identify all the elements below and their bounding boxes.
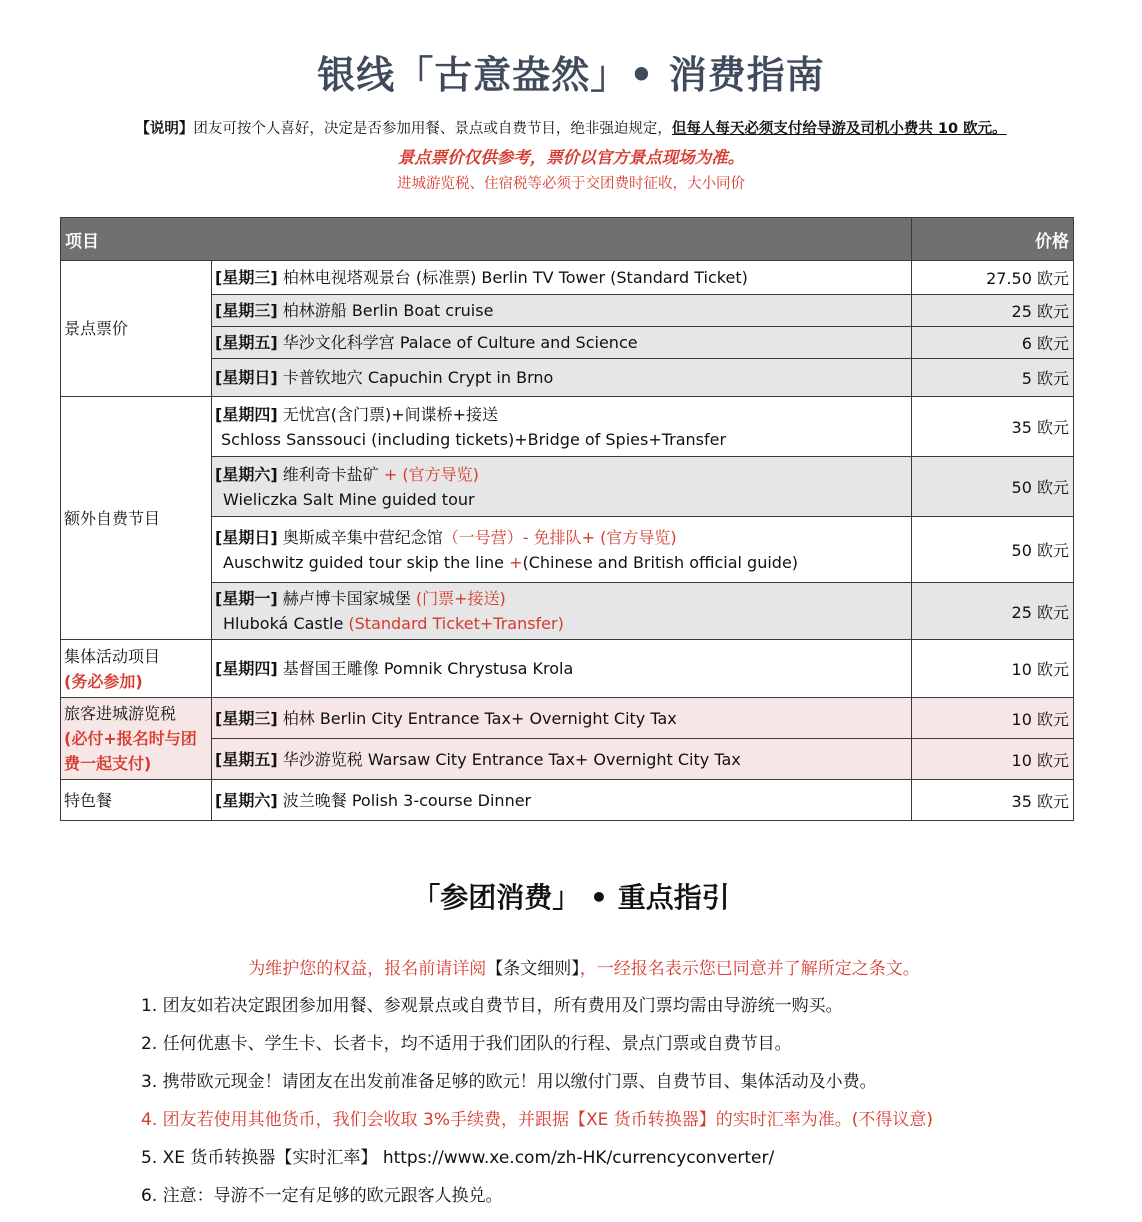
terms-notice: 为维护您的权益，报名前请详阅【条文细则】，一经报名表示您已同意并了解所定之条文。 (248, 959, 920, 979)
section-title: 「参团消费」 • 重点指引 (412, 881, 730, 914)
table-row (61, 327, 1074, 359)
row-price: 5 欧元 (912, 359, 1074, 397)
row-item: [星期五] 华沙文化科学宫 Palace of Culture and Science (212, 327, 912, 359)
page-title: 银线「古意盎然」• 消费指南 (317, 53, 825, 97)
table-header-row (61, 218, 1074, 261)
category-group: 集体活动项目 (务必参加) (61, 640, 212, 698)
row-price: 50 欧元 (912, 517, 1074, 583)
note-tip-requirement: 但每人每天必须支付给导游及司机小费共 10 欧元。 (671, 121, 1007, 137)
table-row (61, 583, 1074, 640)
row-price: 35 欧元 (912, 780, 1074, 821)
category-sights: 景点票价 (61, 261, 212, 397)
row-price: 10 欧元 (912, 640, 1074, 698)
row-item: [星期日] 卡普钦地穴 Capuchin Crypt in Brno (212, 359, 912, 397)
note-line-2: 景点票价仅供参考，票价以官方景点现场为准。 (397, 148, 745, 167)
row-price: 25 欧元 (912, 295, 1074, 327)
table-row (61, 640, 1074, 698)
row-price: 6 欧元 (912, 327, 1074, 359)
row-item: [星期六] 维利奇卡盐矿 + (官方导览) Wieliczka Salt Mine guided tour (212, 457, 912, 517)
list-item: 3. 携带欧元现金！请团友在出发前准备足够的欧元！用以缴付门票、自费节目、集体活动及小费。 (141, 1072, 877, 1092)
table-row (61, 359, 1074, 397)
table-row (61, 397, 1074, 457)
category-optional: 额外自费节目 (61, 397, 212, 640)
row-price: 27.50 欧元 (912, 261, 1074, 295)
list-item: 2. 任何优惠卡、学生卡、长者卡，均不适用于我们团队的行程、景点门票或自费节目。 (141, 1034, 792, 1054)
list-item: 5. XE 货币转换器【实时汇率】 https://www.xe.com/zh-HK/currencyconverter/ (141, 1148, 775, 1168)
table-row (61, 261, 1074, 295)
rules-list (141, 987, 933, 1215)
header-item: 项目 (61, 218, 912, 261)
category-tax: 旅客进城游览税 (必付+报名时与团费一起支付) (61, 698, 212, 780)
row-item: [星期三] 柏林电视塔观景台 (标准票) Berlin TV Tower (Standard Ticket) (212, 261, 912, 295)
list-item: 6. 注意：导游不一定有足够的欧元跟客人换兑。 (141, 1186, 503, 1206)
note-line-3: 进城游览税、住宿税等必须于交团费时征收，大小同价 (397, 176, 745, 192)
row-item: [星期四] 基督国王雕像 Pomnik Chrystusa Krola (212, 640, 912, 698)
note-line-1 (0, 117, 1142, 138)
fee-table (60, 217, 1074, 821)
row-item: [星期五] 华沙游览税 Warsaw City Entrance Tax+ Overnight City Tax (212, 739, 912, 780)
table-row (61, 517, 1074, 583)
row-price: 25 欧元 (912, 583, 1074, 640)
row-price: 50 欧元 (912, 457, 1074, 517)
row-price: 10 欧元 (912, 739, 1074, 780)
list-item: 1. 团友如若决定跟团参加用餐、参观景点或自费节目，所有费用及门票均需由导游统一购买。 (141, 996, 843, 1016)
table-row (61, 739, 1074, 780)
terms-link: 【条文细则】 (486, 959, 580, 979)
row-price: 35 欧元 (912, 397, 1074, 457)
table-row (61, 295, 1074, 327)
row-item: [星期一] 赫卢博卡国家城堡 (门票+接送) Hluboká Castle (Standard Ticket+Transfer) (212, 583, 912, 640)
row-item: [星期三] 柏林 Berlin City Entrance Tax+ Overnight City Tax (212, 698, 912, 739)
category-meal: 特色餐 (61, 780, 212, 821)
list-item: 4. 团友若使用其他货币，我们会收取 3%手续费，并跟据【XE 货币转换器】的实时汇率为准。(不得议意) (141, 1110, 934, 1130)
table-row (61, 457, 1074, 517)
row-item: [星期三] 柏林游船 Berlin Boat cruise (212, 295, 912, 327)
table-row (61, 780, 1074, 821)
row-price: 10 欧元 (912, 698, 1074, 739)
note-body: 团友可按个人喜好，决定是否参加用餐、景点或自费节目，绝非强迫规定， (193, 121, 672, 137)
row-item: [星期日] 奥斯威辛集中营纪念馆（一号营）- 免排队+ (官方导览) Auschwitz guided tour skip the line +(Chinese and British official guide) (212, 517, 912, 583)
table-row (61, 698, 1074, 739)
header-price: 价格 (912, 218, 1074, 261)
note-lead: 【说明】 (135, 121, 194, 137)
row-item: [星期四] 无忧宫(含门票)+间谍桥+接送 Schloss Sanssouci (including tickets)+Bridge of Spies+Transfer (212, 397, 912, 457)
row-item: [星期六] 波兰晚餐 Polish 3-course Dinner (212, 780, 912, 821)
